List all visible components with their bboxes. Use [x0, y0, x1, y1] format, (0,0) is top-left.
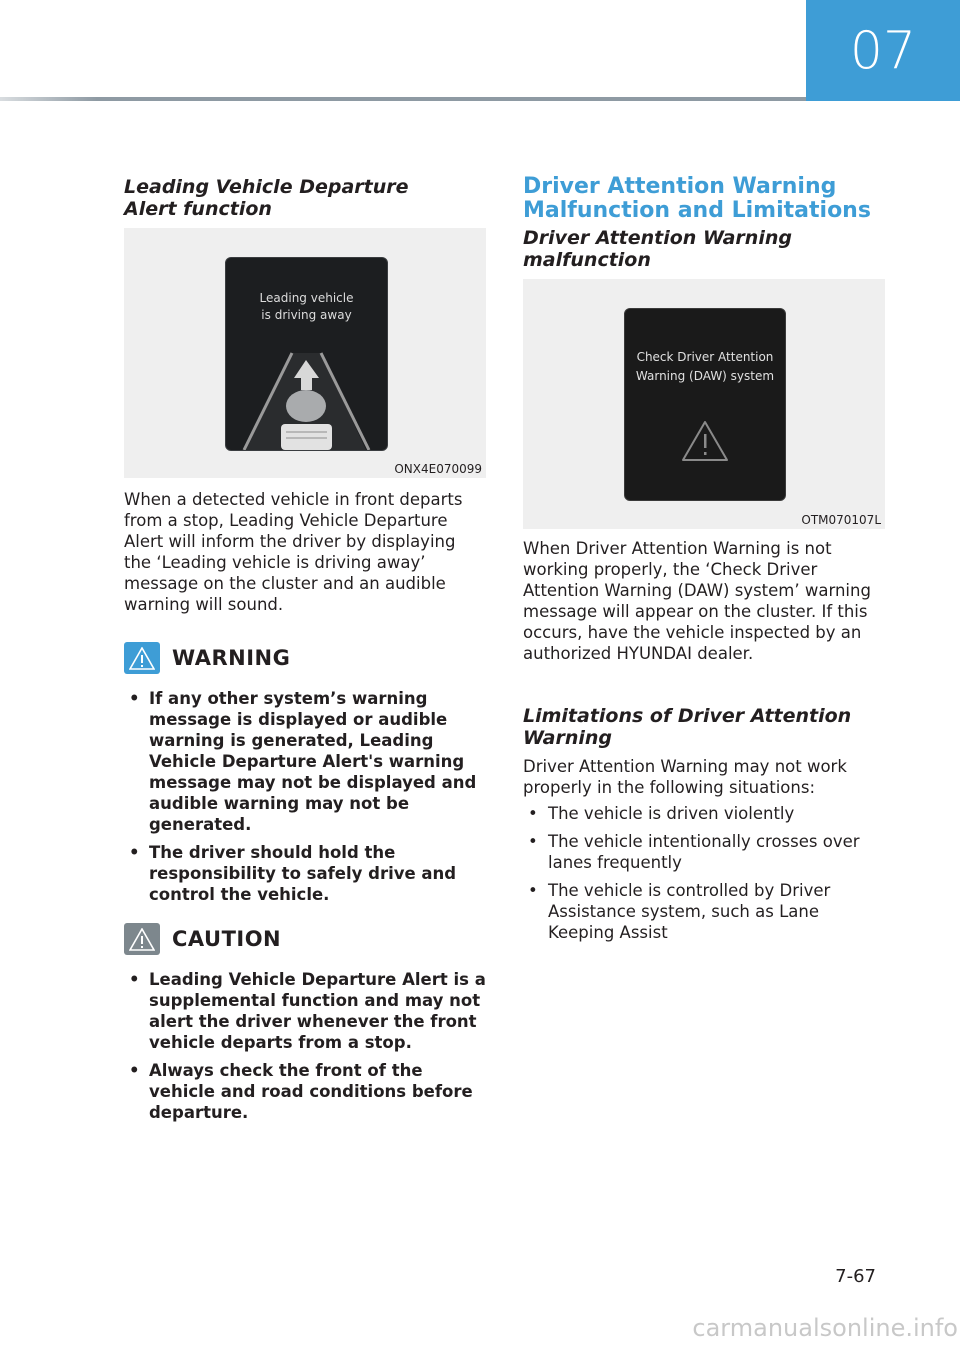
limitation-item: • The vehicle is driven violently	[523, 803, 885, 824]
limitation-item: • The vehicle intentionally crosses over lanes frequently	[523, 831, 885, 873]
chapter-tab: 07	[806, 0, 960, 101]
lvda-heading: Leading Vehicle Departure Alert function	[124, 176, 409, 220]
daw-figure	[523, 279, 885, 529]
figure-code: OTM070107L	[801, 513, 881, 527]
warning-header	[124, 642, 486, 674]
daw-limitations-intro: Driver Attention Warning may not work properly in the following situations:	[523, 757, 847, 797]
warning-list	[124, 688, 486, 905]
daw-limitations-list	[523, 803, 885, 950]
cluster-screen	[624, 308, 786, 501]
warning-triangle-icon	[625, 309, 785, 500]
caution-header	[124, 923, 486, 955]
header-rule	[0, 97, 806, 101]
daw-malfunction-heading: Driver Attention Warning malfunction	[523, 227, 792, 271]
caution-item: • Always check the front of the vehicle and road conditions before departure.	[124, 1060, 486, 1123]
screen-line-2: Warning (DAW) system	[635, 369, 775, 383]
cluster-screen	[225, 257, 388, 451]
screen-line-1: Leading vehicle	[259, 291, 354, 305]
daw-malfunction-text: When Driver Attention Warning is not working properly, the ‘Check Driver Attention Warning (DAW) system’ warning message will appear on the cluster. If this occurs, have the vehicle inspected by an authorized HYUNDAI dealer.	[523, 539, 871, 663]
lvda-figure	[124, 228, 486, 478]
watermark: carmanualsonline.info	[692, 1314, 958, 1342]
daw-section-heading: Driver Attention Warning Malfunction and Limitations	[523, 174, 871, 223]
caution-icon	[124, 923, 160, 955]
figure-code: ONX4E070099	[394, 462, 482, 476]
warning-item: • If any other system’s warning message is displayed or audible warning is generated, Leading Vehicle Departure Alert's warning message may not be displayed and audible warning may not be generated.	[124, 688, 486, 835]
screen-line-1: Check Driver Attention	[636, 350, 774, 364]
caution-list	[124, 969, 486, 1123]
caution-title: CAUTION	[172, 927, 282, 951]
road-scene-graphic	[226, 258, 387, 450]
daw-limitations-heading: Limitations of Driver Attention Warning	[523, 705, 852, 749]
warning-title: WARNING	[172, 646, 291, 670]
warning-block	[124, 642, 486, 912]
warning-icon	[124, 642, 160, 674]
caution-item: • Leading Vehicle Departure Alert is a supplemental function and may not alert the driver whenever the front vehicle departs from a stop.	[124, 969, 486, 1053]
caution-block	[124, 923, 486, 1130]
limitation-item: • The vehicle is controlled by Driver Assistance system, such as Lane Keeping Assist	[523, 880, 885, 943]
warning-item: • The driver should hold the responsibility to safely drive and control the vehicle.	[124, 842, 486, 905]
lvda-description: When a detected vehicle in front departs from a stop, Leading Vehicle Departure Alert will inform the driver by displaying the ‘Leading vehicle is driving away’ message on the cluster and an audible warning will sound.	[124, 490, 463, 614]
page-number: 7-67	[835, 1266, 876, 1287]
screen-line-2: is driving away	[261, 308, 352, 322]
